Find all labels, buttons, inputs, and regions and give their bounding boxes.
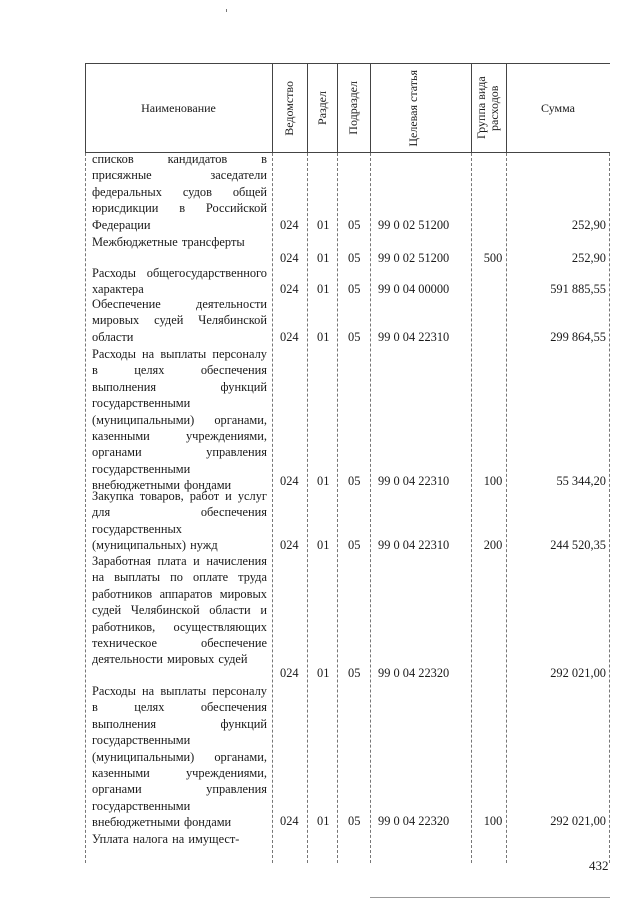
row-name: Расходы на выплаты персоналу в целях обеспечения выполнения функций государственными (муниципальными) органами, казенными учреждениями, органами управления государственными внебюджетными фондами (92, 347, 267, 493)
row-podrazdel: 05 (348, 330, 361, 344)
row-podrazdel: 05 (348, 251, 361, 265)
row-name: Расходы на выплаты персоналу в целях обеспечения выполнения функций государственными (муниципальными) органами, казенными учреждениями, органами управления государственными внебюджетными фондами (92, 684, 267, 830)
row-sum: 299 864,55 (550, 330, 606, 344)
row-razdel: 01 (317, 814, 330, 828)
row-podrazdel: 05 (348, 666, 361, 680)
row-name: Заработная плата и начисления на выплаты по оплате труда работников аппаратов мировых судей Челябинской области и работников, осуществляющих техническое обеспечение деятельности мировых судей (92, 554, 267, 667)
row-cs: 99 0 04 22310 (378, 474, 450, 488)
header-podrazdel-label: Подраздел (346, 81, 360, 135)
row-sum: 252,90 (571, 218, 606, 232)
header-razdel-label: Раздел (314, 91, 329, 125)
row-cs: 99 0 04 00000 (378, 282, 450, 296)
row-grp: 500 (483, 251, 503, 265)
row-ved: 024 (280, 218, 299, 232)
header-summa-label: Сумма (541, 100, 575, 115)
row-cs: 99 0 04 22310 (378, 538, 450, 552)
header-name-label: Наименование (141, 100, 216, 115)
row-sum: 292 021,00 (550, 666, 606, 680)
row-ved: 024 (280, 330, 299, 344)
row-sum: 55 344,20 (556, 474, 606, 488)
header-gruppa-label: Группа вида расходов (473, 76, 501, 140)
row-name: списков кандидатов в присяжные заседатели федеральных судов общей юрисдикции в Российской Федерации (92, 152, 267, 232)
row-ved: 024 (280, 666, 299, 680)
row-sum: 591 885,55 (550, 282, 606, 296)
row-ved: 024 (280, 814, 299, 828)
row-sum: 292 021,00 (550, 814, 606, 828)
row-grp: 200 (483, 538, 503, 552)
row-ved: 024 (280, 538, 299, 552)
row-name: Обеспечение деятельности мировых судей Челябинской области (92, 297, 267, 344)
row-podrazdel: 05 (348, 218, 361, 232)
row-name: Закупка товаров, работ и услуг для обеспечения государственных (муниципальных) нужд (92, 489, 267, 553)
bottom-rule (370, 897, 610, 898)
row-sum: 252,90 (571, 251, 606, 265)
row-podrazdel: 05 (348, 814, 361, 828)
row-grp: 100 (483, 814, 503, 828)
row-name: Межбюджетные трансферты (92, 235, 245, 249)
row-razdel: 01 (317, 251, 330, 265)
row-cs: 99 0 04 22320 (378, 666, 450, 680)
row-podrazdel: 05 (348, 538, 361, 552)
page-number: 432 (589, 858, 609, 873)
row-name: Уплата налога на имущест- (92, 832, 240, 846)
row-podrazdel: 05 (348, 474, 361, 488)
row-grp: 100 (483, 474, 503, 488)
row-cs: 99 0 04 22310 (378, 330, 450, 344)
row-sum: 244 520,35 (550, 538, 606, 552)
row-cs: 99 0 02 51200 (378, 251, 450, 265)
row-razdel: 01 (317, 666, 330, 680)
row-razdel: 01 (317, 330, 330, 344)
row-razdel: 01 (317, 282, 330, 296)
row-cs: 99 0 02 51200 (378, 218, 450, 232)
header-celevaya-label: Целевая статья (405, 69, 420, 147)
row-ved: 024 (280, 474, 299, 488)
row-podrazdel: 05 (348, 282, 361, 296)
row-razdel: 01 (317, 474, 330, 488)
row-ved: 024 (280, 282, 299, 296)
row-razdel: 01 (317, 538, 330, 552)
row-name: Расходы общегосударственного характера (92, 266, 267, 297)
row-razdel: 01 (317, 218, 330, 232)
header-ved-label: Ведомство (282, 80, 296, 136)
row-ved: 024 (280, 251, 299, 265)
row-cs: 99 0 04 22320 (378, 814, 450, 828)
